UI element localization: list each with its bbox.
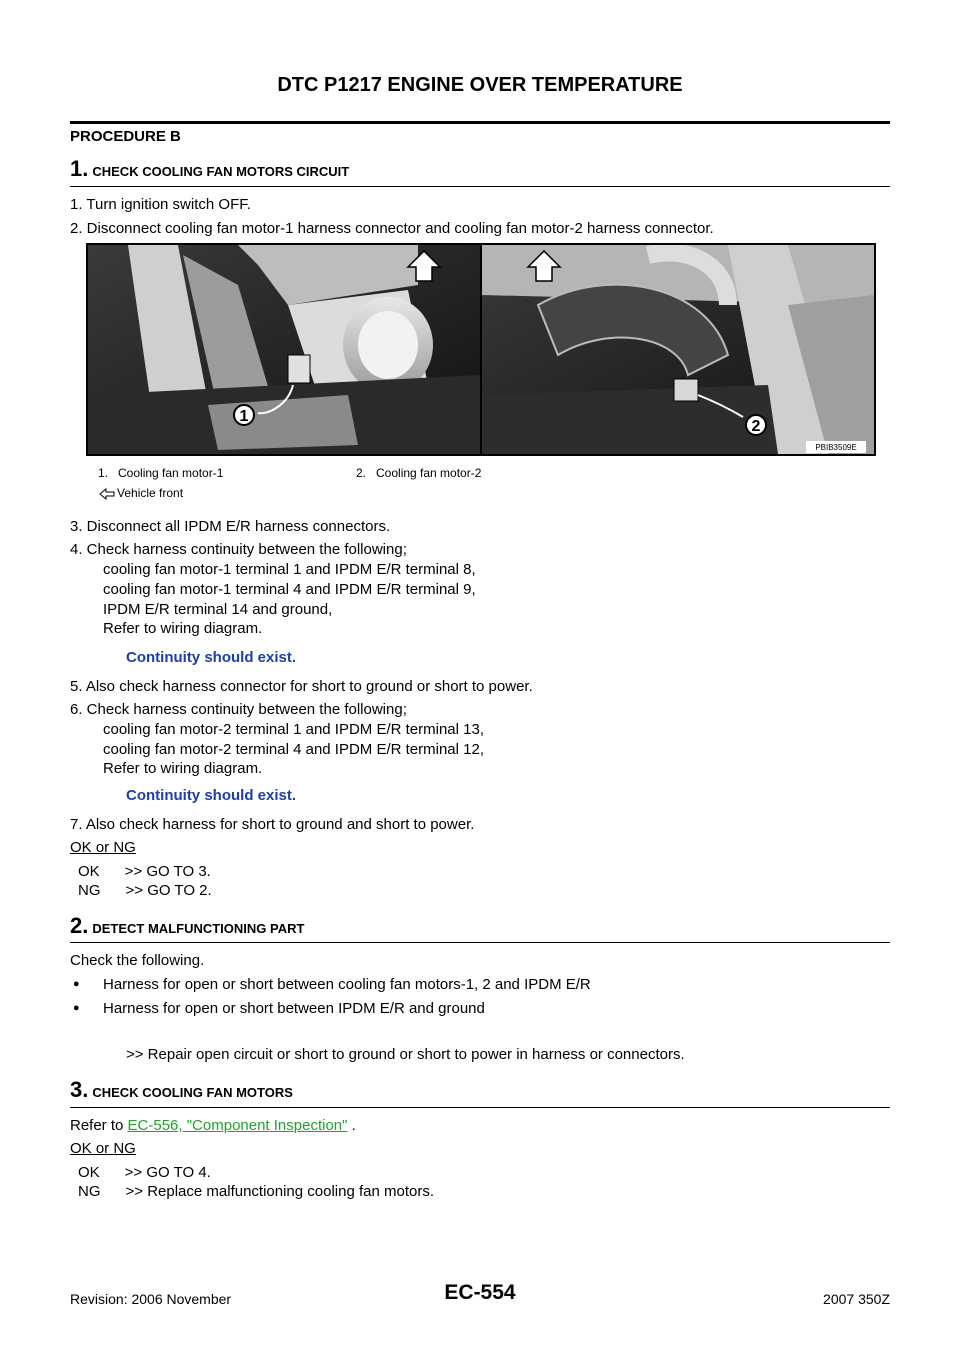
step-1-label: CHECK COOLING FAN MOTORS CIRCUIT bbox=[92, 164, 350, 179]
step-3-ok-or-ng: OK or NG bbox=[70, 1140, 136, 1157]
step-1-item-5: 5. Also check harness connector for short to ground or short to power. bbox=[70, 678, 533, 695]
step-2-rule bbox=[70, 942, 890, 943]
cooling-fan-motor-photo bbox=[86, 243, 876, 456]
refer-suffix: . bbox=[347, 1117, 356, 1134]
figure-code: PBIB3509E bbox=[815, 443, 857, 452]
step-1-item-1: 1. Turn ignition switch OFF. bbox=[70, 196, 251, 213]
engine-bay-illustration bbox=[88, 245, 874, 454]
section-title: PROCEDURE B bbox=[70, 128, 181, 145]
step-2-heading bbox=[70, 913, 304, 939]
step-1-item-4-line-1: cooling fan motor-1 terminal 1 and IPDM E/R terminal 8, bbox=[103, 561, 476, 578]
bullet-icon: ● bbox=[73, 1002, 80, 1014]
step-3-ng-result: NG >> Replace malfunctioning cooling fan motors. bbox=[78, 1183, 435, 1200]
step-1-item-3: 3. Disconnect all IPDM E/R harness connectors. bbox=[70, 518, 391, 535]
step-2-bullet-2: Harness for open or short between IPDM E/R and ground bbox=[103, 1000, 485, 1017]
footer-model: 2007 350Z bbox=[823, 1291, 890, 1307]
figure-legend-2: 2. Cooling fan motor-2 bbox=[356, 466, 482, 480]
callout-1: 1 bbox=[239, 408, 249, 425]
step-1-item-6-line-2: cooling fan motor-2 terminal 4 and IPDM E/R terminal 12, bbox=[103, 741, 484, 758]
step-1-item-6: 6. Check harness continuity between the following; bbox=[70, 701, 407, 718]
figure-legend-1: 1. Cooling fan motor-1 bbox=[98, 466, 224, 480]
bullet-icon: ● bbox=[73, 978, 80, 990]
footer-page-number: EC-554 bbox=[444, 1281, 516, 1304]
step-2-bullet-1: Harness for open or short between cooling fan motors-1, 2 and IPDM E/R bbox=[103, 976, 591, 993]
step-2-label: DETECT MALFUNCTIONING PART bbox=[92, 921, 305, 936]
step-2-intro: Check the following. bbox=[70, 952, 205, 969]
component-inspection-link[interactable]: EC-556, "Component Inspection" bbox=[127, 1117, 348, 1134]
step-3-refer bbox=[70, 1116, 356, 1136]
step-1-ng-result: NG >> GO TO 2. bbox=[78, 882, 212, 899]
step-1-item-4-line-4: Refer to wiring diagram. bbox=[103, 620, 263, 637]
refer-prefix: Refer to bbox=[70, 1117, 128, 1134]
vehicle-front-arrow-icon bbox=[98, 487, 116, 501]
step-1-item-4-line-2: cooling fan motor-1 terminal 4 and IPDM E/R terminal 9, bbox=[103, 581, 476, 598]
step-3-label: CHECK COOLING FAN MOTORS bbox=[92, 1085, 293, 1100]
step-1-item-6-line-1: cooling fan motor-2 terminal 1 and IPDM E/R terminal 13, bbox=[103, 721, 484, 738]
step-2-number: 2. bbox=[70, 913, 89, 938]
continuity-note-1: Continuity should exist. bbox=[126, 649, 297, 666]
step-1-item-4-line-3: IPDM E/R terminal 14 and ground, bbox=[103, 601, 333, 618]
step-3-ok-result: OK >> GO TO 4. bbox=[78, 1164, 211, 1181]
step-1-rule bbox=[70, 186, 890, 187]
step-1-number: 1. bbox=[70, 156, 89, 181]
callout-2: 2 bbox=[751, 418, 761, 435]
step-1-item-7: 7. Also check harness for short to ground and short to power. bbox=[70, 816, 475, 833]
step-1-item-6-line-3: Refer to wiring diagram. bbox=[103, 760, 263, 777]
step-1-item-2: 2. Disconnect cooling fan motor-1 harness connector and cooling fan motor-2 harness connector. bbox=[70, 220, 714, 237]
step-3-rule bbox=[70, 1107, 890, 1108]
continuity-note-2: Continuity should exist. bbox=[126, 787, 297, 804]
step-1-ok-result: OK >> GO TO 3. bbox=[78, 863, 211, 880]
step-3-number: 3. bbox=[70, 1077, 89, 1102]
figure-legend-3: Vehicle front bbox=[117, 486, 184, 500]
header-rule bbox=[70, 121, 890, 124]
step-3-heading bbox=[70, 1077, 293, 1103]
footer-revision: Revision: 2006 November bbox=[70, 1291, 232, 1307]
step-1-ok-or-ng: OK or NG bbox=[70, 839, 136, 856]
step-2-repair-note: >> Repair open circuit or short to ground or short to power in harness or connectors. bbox=[126, 1046, 685, 1063]
step-1-item-4: 4. Check harness continuity between the following; bbox=[70, 541, 407, 558]
step-1-heading bbox=[70, 156, 349, 182]
page-title: DTC P1217 ENGINE OVER TEMPERATURE bbox=[277, 74, 683, 96]
